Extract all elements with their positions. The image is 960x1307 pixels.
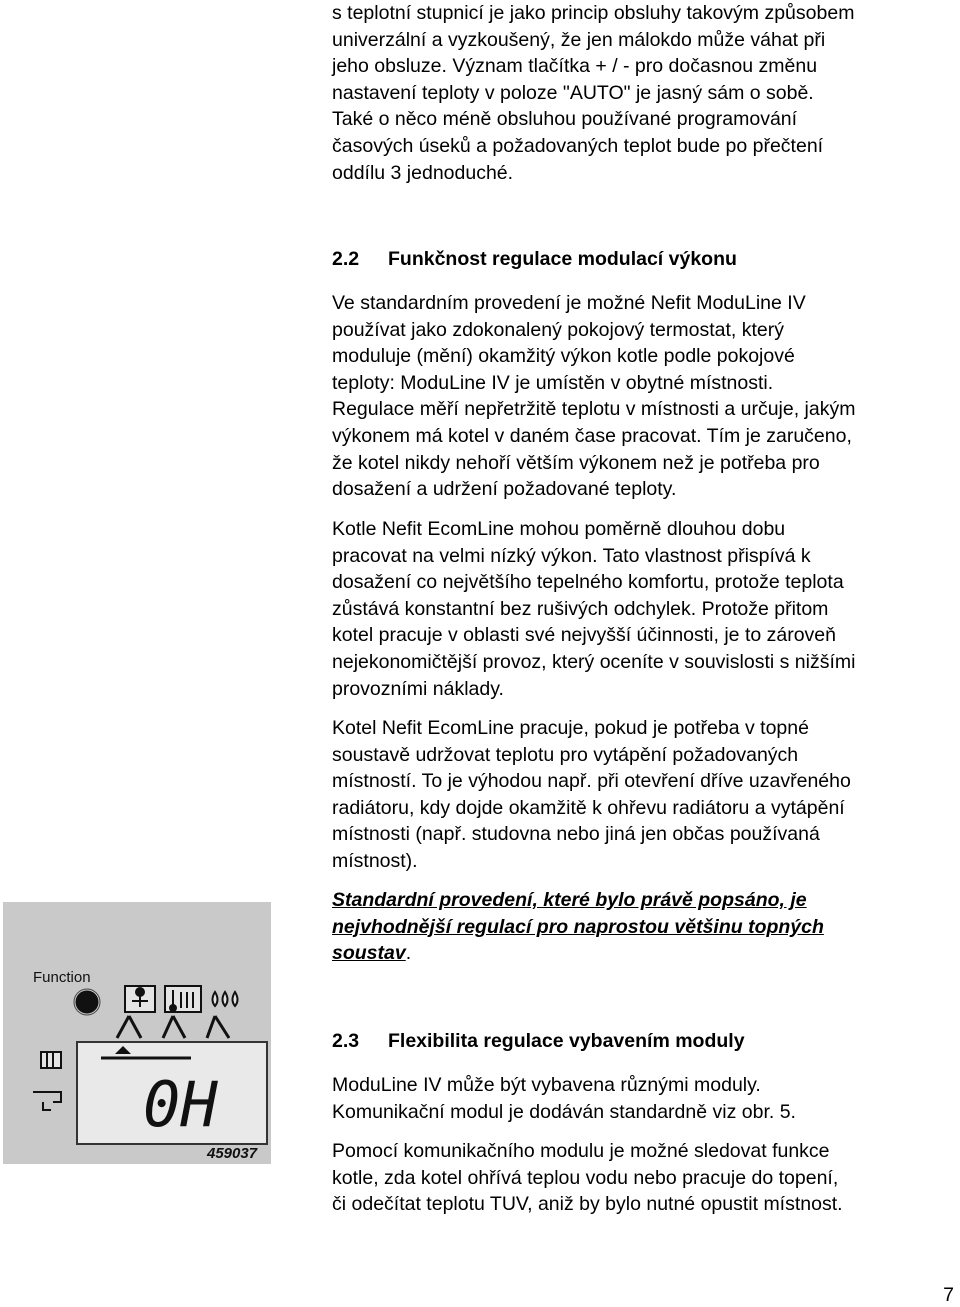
text-line: dosažení a udržení požadované teploty.: [332, 478, 677, 501]
radiator-thermometer-icon: [165, 986, 201, 1012]
text-line: moduluje (mění) okamžitý výkon kotle podle pokojové: [332, 345, 795, 368]
section-2-2-paragraph-2: [332, 516, 957, 702]
intro-line: univerzální a vyzkoušený, že jen málokdo může váhat při: [332, 28, 826, 51]
intro-line: oddílu 3 jednoduché.: [332, 161, 514, 184]
text-line: či odečítat teplotu TUV, aniž by bylo nutné opustit místnost.: [332, 1193, 843, 1216]
text-line: teploty: ModuLine IV je umístěn v obytné místnosti.: [332, 371, 774, 394]
text-line: Kotle Nefit EcomLine mohou poměrně dlouhou dobu: [332, 518, 786, 540]
emphasis-line: soustav: [332, 942, 406, 965]
section-number: 2.2: [332, 248, 360, 270]
function-label: Function: [33, 969, 91, 986]
section-title: Funkčnost regulace modulací výkonu: [388, 248, 737, 270]
emphasis-paragraph: [332, 887, 957, 967]
page-number: 7: [943, 1284, 954, 1306]
emphasis-period: .: [405, 942, 412, 965]
text-line: místnosti (např. studovna nebo jiná jen občas používaná: [332, 823, 820, 846]
text-line: výkonem má kotel v daném čase pracovat. Tím je zaručeno,: [332, 424, 852, 447]
intro-line: nastavení teploty v poloze "AUTO" je jasný sám o sobě.: [332, 81, 814, 104]
intro-line: jeho obsluze. Význam tlačítka + / - pro dočasnou změnu: [332, 55, 818, 78]
text-line: soustavě udržovat teplotu pro vytápění požadovaných: [332, 743, 799, 766]
section-2-3-heading: [332, 1028, 745, 1054]
control-panel-figure: [3, 902, 271, 1164]
section-title: Flexibilita regulace vybavením moduly: [388, 1030, 745, 1052]
text-line: Pomocí komunikačního modulu je možné sledovat funkce: [332, 1140, 830, 1162]
text-line: že kotel nikdy nehoří větším výkonem než je potřeba pro: [332, 451, 820, 474]
intro-paragraph: [332, 0, 957, 186]
person-icon: [125, 986, 155, 1012]
text-line: místností. To je výhodou např. při otevření dříve uzavřeného: [332, 770, 851, 793]
text-line: radiátoru, kdy dojde okamžitě k ohřevu radiátoru a vytápění: [332, 796, 845, 819]
intro-line: s teplotní stupnicí je jako princip obsluhy takovým způsobem: [332, 2, 855, 24]
text-line: pracovat na velmi nízký výkon. Tato vlastnost přispívá k: [332, 544, 811, 567]
function-button-icon: [76, 991, 98, 1013]
section-2-3-paragraph-1: [332, 1072, 957, 1125]
text-line: místnost).: [332, 849, 418, 872]
lcd-value: 0H: [143, 1068, 218, 1141]
text-line: Ve standardním provedení je možné Nefit ModuLine IV: [332, 292, 806, 314]
text-line: Komunikační modul je dodáván standardně viz obr. 5.: [332, 1100, 796, 1123]
section-number: 2.3: [332, 1030, 360, 1052]
text-line: kotle, zda kotel ohřívá teplou vodu nebo pracuje do topení,: [332, 1166, 839, 1189]
text-line: provozními náklady.: [332, 677, 504, 700]
text-line: nejekonomičtější provoz, který oceníte v souvislosti s nižšími: [332, 650, 856, 673]
intro-line: Také o něco méně obsluhou používané programování: [332, 108, 798, 131]
emphasis-line: nejvhodnější regulací pro naprostou většinu topných: [332, 915, 824, 938]
section-2-2-paragraph-1: [332, 290, 957, 503]
text-line: Kotel Nefit EcomLine pracuje, pokud je potřeba v topné: [332, 717, 809, 739]
text-line: používat jako zdokonalený pokojový termostat, který: [332, 318, 784, 341]
figure-code: 459037: [207, 1145, 258, 1162]
text-line: zůstává konstantní bez rušivých odchylek. Protože přitom: [332, 597, 829, 620]
section-2-2-heading: [332, 246, 737, 272]
text-line: Regulace měří nepřetržitě teplotu v místnosti a určuje, jakým: [332, 398, 856, 421]
radiator-small-icon: [41, 1052, 61, 1068]
emphasis-line: Standardní provedení, které bylo právě popsáno, je: [332, 889, 807, 911]
section-2-2-paragraph-3: [332, 715, 957, 875]
section-2-3-paragraph-2: [332, 1138, 957, 1218]
text-line: dosažení co největšího tepelného komfortu, protože teplota: [332, 571, 844, 594]
intro-line: časových úseků a požadovaných teplot bude po přečtení: [332, 134, 824, 157]
text-line: ModuLine IV může být vybavena různými moduly.: [332, 1074, 761, 1096]
text-line: kotel pracuje v oblasti své nejvyšší účinnosti, je to zároveň: [332, 624, 837, 647]
control-panel-illustration: [3, 902, 271, 1164]
water-drops-icon: [213, 992, 238, 1006]
